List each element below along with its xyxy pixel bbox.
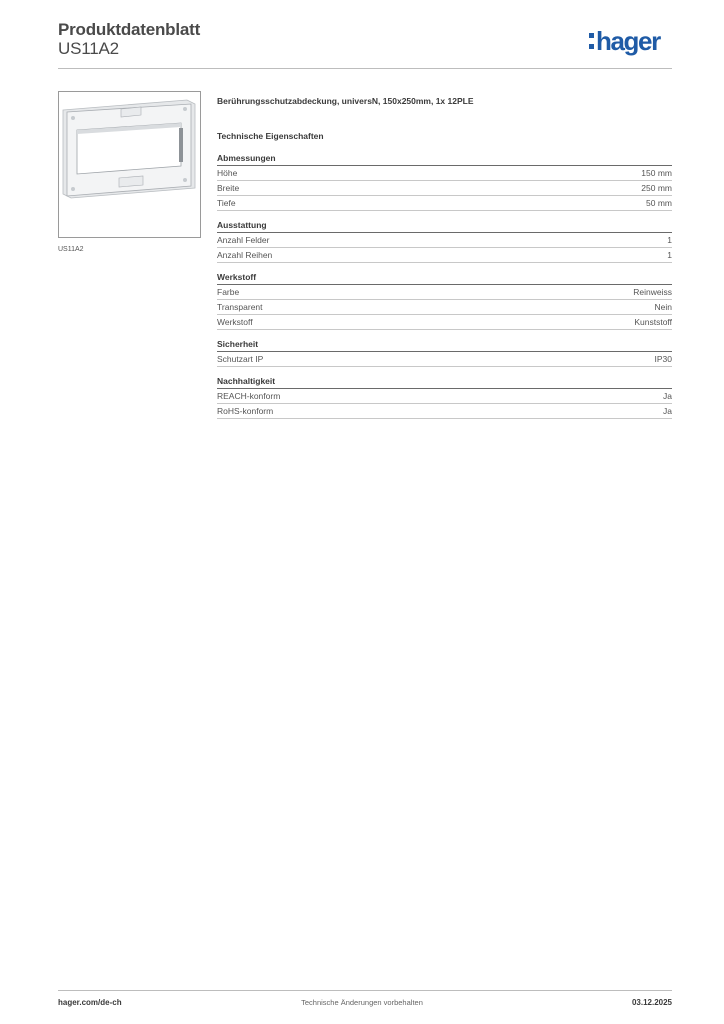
spec-label: Werkstoff (217, 317, 253, 327)
spec-row (217, 166, 672, 181)
spec-group-abmessungen (217, 153, 672, 211)
cover-plate-illustration (59, 92, 200, 237)
spec-row (217, 300, 672, 315)
spec-row (217, 389, 672, 404)
spec-value: 1 (667, 250, 672, 260)
header-divider (58, 68, 672, 69)
spec-row (217, 196, 672, 211)
page-title: Produktdatenblatt (58, 20, 201, 39)
spec-group-title: Sicherheit (217, 339, 672, 352)
logo-dots-icon (589, 33, 594, 49)
spec-label: Tiefe (217, 198, 236, 208)
hager-logo[interactable] (596, 28, 660, 54)
spec-row (217, 352, 672, 367)
spec-label: Anzahl Felder (217, 235, 270, 245)
spec-value: Ja (663, 406, 672, 416)
footer-date: 03.12.2025 (631, 998, 672, 1007)
spec-group-title: Nachhaltigkeit (217, 376, 672, 389)
spec-label: Farbe (217, 287, 240, 297)
footer-notice: Technische Änderungen vorbehalten (301, 998, 423, 1007)
spec-group-title: Abmessungen (217, 153, 672, 166)
spec-value: 50 mm (646, 198, 672, 208)
spec-row (217, 404, 672, 419)
spec-group-werkstoff (217, 272, 672, 330)
product-code: US11A2 (58, 39, 119, 58)
spec-label: Breite (217, 183, 240, 193)
spec-value: Reinweiss (633, 287, 672, 297)
spec-row (217, 285, 672, 300)
spec-group-title: Ausstattung (217, 220, 672, 233)
spec-value: 150 mm (641, 168, 672, 178)
spec-value: Ja (663, 391, 672, 401)
footer-website-link[interactable]: hager.com/de-ch (58, 998, 122, 1007)
spec-label: Höhe (217, 168, 238, 178)
product-description: Berührungsschutzabdeckung, universN, 150x250mm, 1x 12PLE (217, 96, 474, 106)
spec-group-title: Werkstoff (217, 272, 672, 285)
spec-label: REACH-konform (217, 391, 281, 401)
product-image (58, 91, 201, 238)
specs-heading: Technische Eigenschaften (217, 131, 324, 141)
spec-label: RoHS-konform (217, 406, 274, 416)
spec-group-nachhaltigkeit (217, 376, 672, 419)
logo-text: hager (596, 26, 660, 56)
spec-value: IP30 (654, 354, 672, 364)
spec-label: Transparent (217, 302, 263, 312)
spec-value: 250 mm (641, 183, 672, 193)
product-details (217, 96, 672, 428)
spec-row (217, 233, 672, 248)
spec-row (217, 181, 672, 196)
spec-value: Kunststoff (634, 317, 672, 327)
spec-row (217, 248, 672, 263)
footer-divider (58, 990, 672, 991)
spec-value: Nein (654, 302, 672, 312)
product-image-caption: US11A2 (58, 246, 84, 253)
spec-group-ausstattung (217, 220, 672, 263)
spec-value: 1 (667, 235, 672, 245)
spec-row (217, 315, 672, 330)
spec-label: Anzahl Reihen (217, 250, 273, 260)
spec-label: Schutzart IP (217, 354, 264, 364)
spec-group-sicherheit (217, 339, 672, 367)
